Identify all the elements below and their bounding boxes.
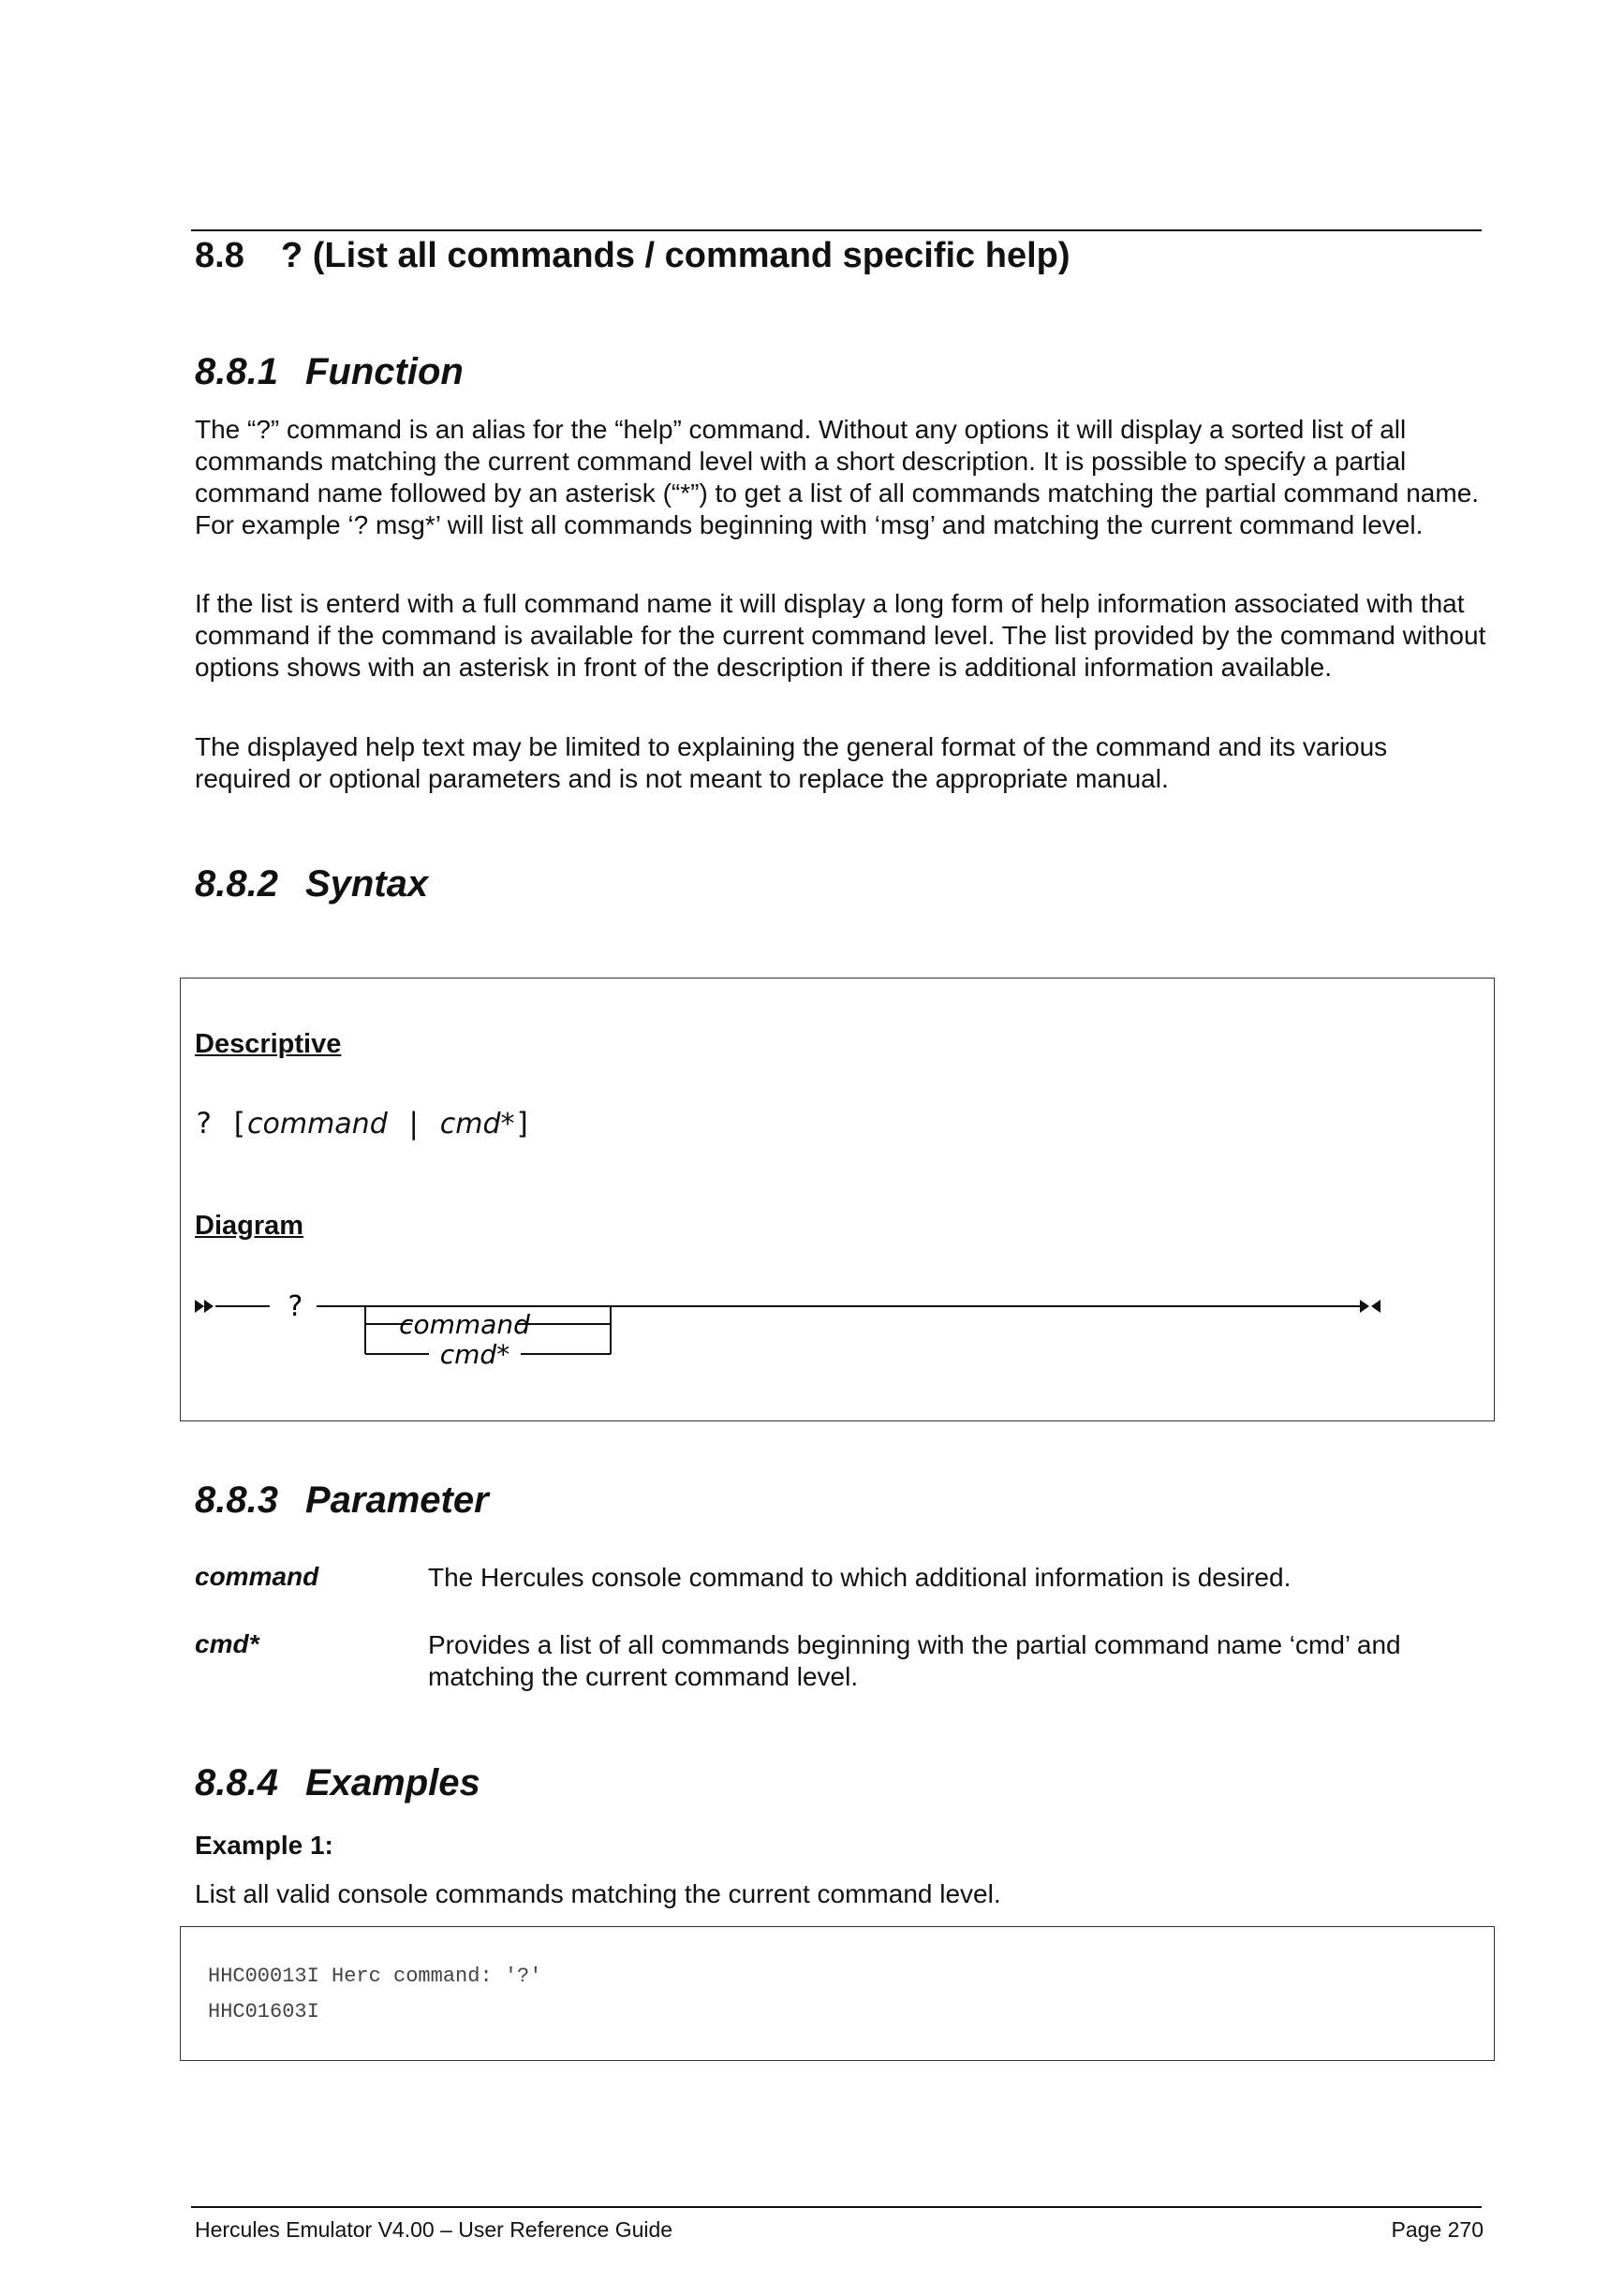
function-paragraph-1: The “?” command is an alias for the “help” command. Without any options it will display a sorted list of all commands matching the current command level with a short description. It is possible to specify a partial command name followed by an asterisk (“*”) to get a list of all commands matching the partial command name. For example ‘? msg*’ will list all commands beginning with ‘msg’ and matching the current command level. (195, 415, 1480, 539)
example-1-description: List all valid console commands matching the current command level. (195, 1879, 1001, 1908)
page-number: Page 270 (1391, 2217, 1484, 2242)
function-paragraph-3: The displayed help text may be limited to explaining the general format of the command and its various required or optional parameters and is not meant to replace the appropriate manual. (195, 732, 1388, 793)
syntax-title: Syntax (305, 863, 429, 905)
param-name-command: command (195, 1562, 319, 1591)
function-title: Function (305, 351, 464, 392)
section-title: ? (List all commands / command specific help) (281, 236, 1070, 275)
parameter-title: Parameter (305, 1479, 489, 1521)
param-name-cmd: cmd* (195, 1629, 259, 1658)
diagram-start-arrow-1 (195, 1300, 204, 1313)
section-heading (195, 236, 1070, 276)
example-code-box (180, 1926, 1495, 2061)
param-desc-cmd: Provides a list of all commands beginning with the partial command name ‘cmd’ and matching the current command level. (428, 1630, 1401, 1691)
syntax-arg-cmd: cmd* (439, 1108, 515, 1141)
diagram-end-arrow-2 (1371, 1300, 1380, 1313)
example-1-title: Example 1: (195, 1831, 333, 1860)
diagram-start-arrow-2 (204, 1300, 214, 1313)
railroad-diagram (187, 1279, 1405, 1391)
parameter-number: 8.8.3 (195, 1479, 278, 1521)
code-line-2: HHC01603I (208, 2000, 319, 2024)
examples-title: Examples (305, 1762, 480, 1803)
footer-rule (191, 2206, 1482, 2208)
header-rule (191, 229, 1482, 231)
function-paragraph-2: If the list is enterd with a full command name it will display a long form of help information associated with that command if the command is available for the current command level. The list provided by the command without options shows with an asterisk in front of the description if there is additional information available. (195, 589, 1486, 682)
diagram-label: Diagram (195, 1211, 304, 1241)
footer-title: Hercules Emulator V4.00 – User Reference Guide (195, 2217, 673, 2242)
function-number: 8.8.1 (195, 351, 278, 392)
section-number: 8.8 (195, 236, 244, 275)
diagram-option-command: command (399, 1309, 530, 1340)
param-desc-command: The Hercules console command to which additional information is desired. (428, 1563, 1292, 1592)
syntax-prefix: ? [ (195, 1107, 247, 1141)
syntax-arg-command: command (247, 1108, 388, 1141)
syntax-heading (195, 863, 428, 905)
diagram-option-cmd: cmd* (439, 1339, 510, 1370)
examples-number: 8.8.4 (195, 1762, 278, 1803)
diagram-end-arrow-1 (1360, 1300, 1369, 1313)
descriptive-syntax (195, 1107, 532, 1141)
parameter-heading (195, 1479, 489, 1522)
syntax-separator: | (387, 1107, 440, 1141)
syntax-number: 8.8.2 (195, 863, 278, 905)
function-heading (195, 351, 464, 393)
diagram-command: ? (287, 1290, 304, 1323)
syntax-suffix: ] (514, 1107, 533, 1141)
code-line-1: HHC00013I Herc command: '?' (208, 1965, 542, 1988)
examples-heading (195, 1762, 480, 1804)
descriptive-label: Descriptive (195, 1029, 342, 1059)
